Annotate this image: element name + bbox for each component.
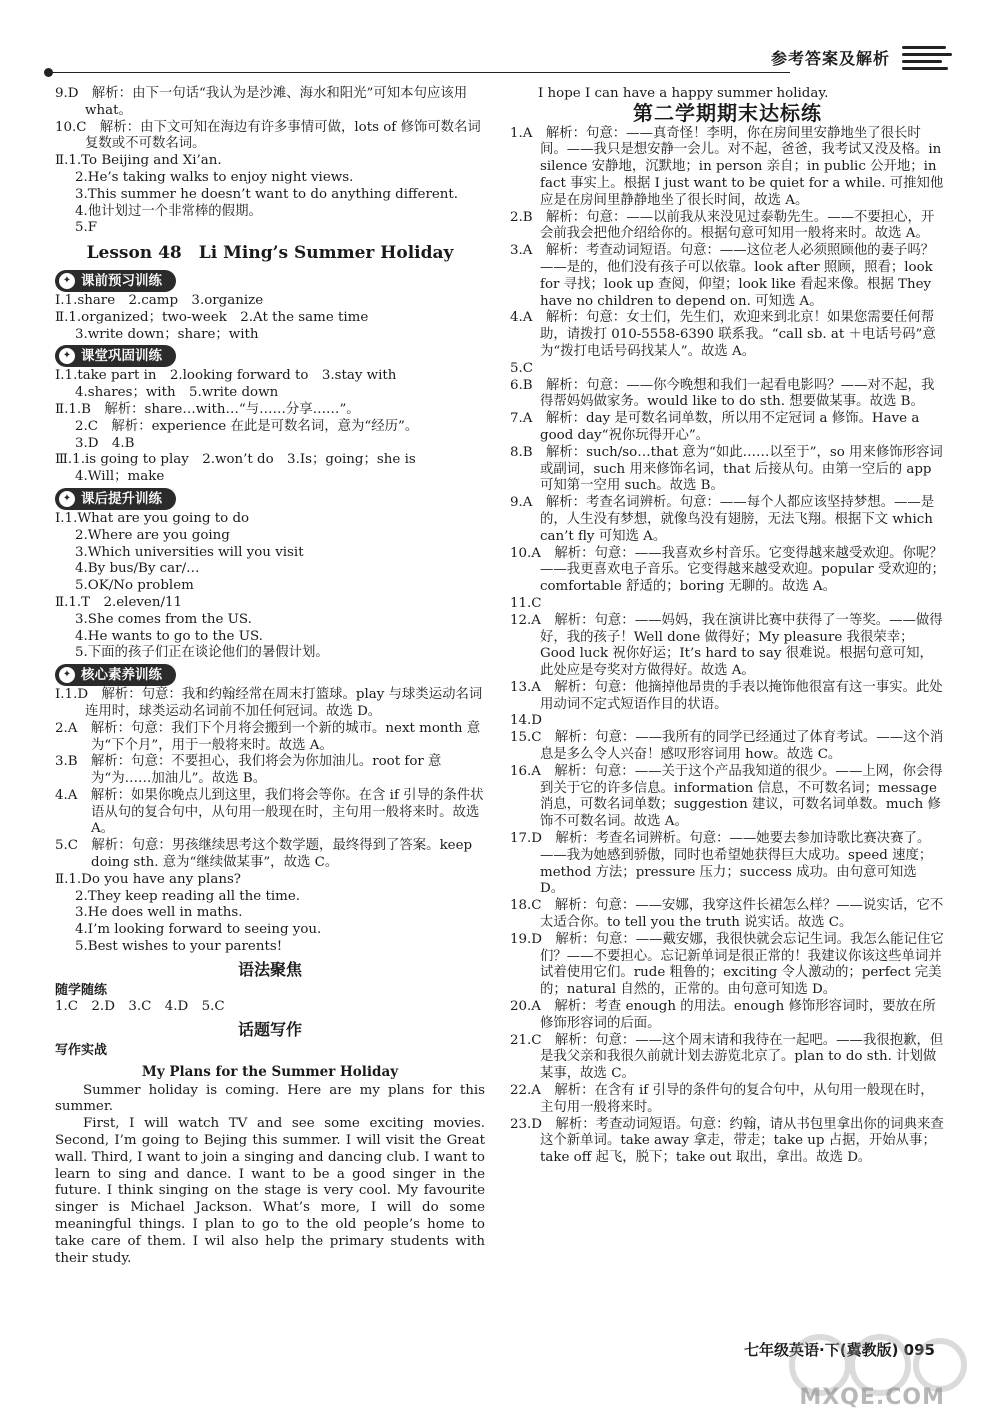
answer-line: 4.He wants to go to the US. bbox=[75, 628, 263, 644]
answer-line: 4.I’m looking forward to seeing you. bbox=[75, 922, 322, 938]
answer-line: 5.Best wishes to your parents! bbox=[75, 939, 283, 955]
answer-line: 14.D bbox=[510, 713, 543, 729]
answer-line: 20.A 解析：考查 enough 的用法。enough 修饰形容词时，要放在所修饰形容词的后面。 bbox=[510, 999, 936, 1031]
section-tag bbox=[55, 488, 176, 510]
answer-line: 3.A 解析：考查动词短语。句意：——这位老人必须照顾他的妻子吗？——是的，他们没有孩子可以依靠。look after 照顾，照看；look for 寻找；look up 查阅，仰望；look like 看起来像。根据 They have no children to depend on. 可知选 A。 bbox=[510, 243, 935, 309]
answer-line: Ⅱ.1.T 2.eleven/11 bbox=[55, 594, 183, 610]
answer-line: 21.C 解析：句意：——这个周末请和我待在一起吧。——我很抱歉，但是我父亲和我很久前就计划去游览北京了。plan to do sth. 计划做某事，故选 C。 bbox=[510, 1032, 944, 1082]
essay-paragraph: First, I will watch TV and see some exciting movies. Second, I’m going to Bejing this summer. I will visit the Great wall. Third, I want to join a singing and dancing club. I want to learn to sing and dance. I want to be a good singer in the future. I think singing on the stage is very cool. My favourite singer is Michael Jackson. What’s more, I will do some meaningful things. I plan to go to the old people’s home to take care of them. I wil also help the primary students with their study. bbox=[55, 1116, 485, 1266]
tag-emblem-icon: ✦ bbox=[59, 348, 75, 364]
answer-line: Ⅰ.1.What are you going to do bbox=[55, 510, 250, 526]
answer-line: 10.C 解析：由下文可知在海边有许多事情可做，lots of 修饰可数名词复数或不可数名词。 bbox=[55, 119, 481, 152]
answer-line: 11.C bbox=[510, 595, 542, 611]
answer-line: 3.This summer he doesn’t want to do anything different. bbox=[75, 186, 459, 202]
section-tag-label: 课堂巩固训练 bbox=[81, 347, 162, 364]
answer-line: 1.A 解析：句意：——真奇怪！李明，你在房间里安静地坐了很长时间。——我只是想安静一会儿。对不起，爸爸，我考试又没及格。in silence 安静地，沉默地；in person 亲自；in public 公开地；in fact 事实上。根据 I just want to be quiet for a while. 可推知他应是在房间里静静地坐了很长时间，故选 A。 bbox=[510, 125, 944, 208]
tag-emblem-icon: ✦ bbox=[59, 273, 75, 289]
answer-line: 22.A 解析：在含有 if 引导的条件句的复合句中，从句用一般现在时，主句用一般将来时。 bbox=[510, 1083, 934, 1115]
section-tag-label: 课后提升训练 bbox=[81, 490, 162, 507]
answer-line: 2.C 解析：experience 在此是可数名词，意为“经历”。 bbox=[75, 418, 419, 434]
essay-title: My Plans for the Summer Holiday bbox=[141, 1063, 399, 1080]
subsection-title: 写作实战 bbox=[55, 1043, 108, 1059]
answer-line: 4.他计划过一个非常棒的假期。 bbox=[75, 203, 262, 219]
section-tag-label: 课前预习训练 bbox=[81, 272, 162, 289]
answer-line: 2.He’s taking walks to enjoy night views. bbox=[75, 169, 354, 185]
answer-line: 3.Which universities will you visit bbox=[75, 544, 304, 560]
answer-line: 4.Will；make bbox=[75, 469, 165, 485]
section-title: 话题写作 bbox=[237, 1020, 302, 1040]
answer-line: Ⅱ.1.Do you have any plans? bbox=[55, 871, 241, 887]
answer-line: Ⅱ.1.organized；two-week 2.At the same time bbox=[55, 309, 369, 325]
header-title: 参考答案及解析 bbox=[770, 49, 890, 68]
left-column bbox=[55, 86, 485, 1267]
answer-line: Ⅰ.1.take part in 2.looking forward to 3.stay with bbox=[55, 368, 397, 384]
answer-line: Ⅱ.1.To Beijing and Xi’an. bbox=[55, 153, 222, 169]
header-rule bbox=[50, 72, 790, 73]
answer-line: 3.He does well in maths. bbox=[75, 905, 243, 921]
section-title: 语法聚焦 bbox=[237, 959, 302, 979]
answer-line: 15.C 解析：句意：——我所有的同学已经通过了体育考试。——这个消息是多么令人兴奋！感叹形容词用 how。故选 C。 bbox=[510, 730, 944, 763]
essay-paragraph: Summer holiday is coming. Here are my plans for this summer. bbox=[55, 1082, 485, 1115]
answer-line: 12.A 解析：句意：——妈妈，我在演讲比赛中获得了一等奖。——做得好，我的孩子！Well done 做得好；My pleasure 我很荣幸；Good luck 祝你好运；It’s hard to say 很难说。根据句意可知，此处应是夸奖对方做得好。故选 A。 bbox=[510, 612, 943, 679]
answer-line: 2.They keep reading all the time. bbox=[75, 888, 301, 904]
answer-line: 4.A 解析：如果你晚点儿到这里，我们将会等你。在含 if 引导的条件状语从句的复合句中，从句用一般现在时，主句用一般将来时。故选 A。 bbox=[55, 787, 484, 837]
answer-line: Ⅲ.1.is going to play 2.won’t do 3.Is；going；she is bbox=[55, 452, 416, 468]
answer-line: 1.C 2.D 3.C 4.D 5.C bbox=[55, 999, 225, 1015]
answer-line: 2.Where are you going bbox=[75, 527, 230, 543]
answer-line: 4.By bus/By car/… bbox=[75, 561, 200, 577]
answer-line: 5.OK/No problem bbox=[75, 578, 194, 594]
answer-line: 2.B 解析：句意：——以前我从来没见过泰勒先生。——不要担心，开会前我会把他介绍给你的。根据句意可知用一般将来时。故选 A。 bbox=[510, 209, 935, 242]
answer-line: 4.shares；with 5.write down bbox=[75, 385, 279, 401]
answer-line: 7.A 解析：day 是可数名词单数，所以用不定冠词 a 修饰。Have a good day“祝你玩得开心”。 bbox=[510, 411, 920, 443]
answer-line: Ⅱ.1.B 解析：share…with…“与……分享……”。 bbox=[55, 401, 360, 417]
answer-line: 17.D 解析：考查名词辨析。句意：——她要去参加诗歌比赛决赛了。——我为她感到骄傲，同时也希望她获得巨大成功。speed 速度；method 方法；pressure 压力；success 成功。由句意可知选 D。 bbox=[510, 831, 933, 897]
tag-emblem-icon: ✦ bbox=[59, 491, 75, 507]
answer-line: 4.A 解析：句意：女士们，先生们，欢迎来到北京！如果您需要任何帮助，请拨打 010-5558-6390 联系我。“call sb. at ＋电话号码”意为“拨打电话号码找某人”。故选 A。 bbox=[510, 310, 936, 359]
header-stripes-icon bbox=[902, 46, 952, 76]
answer-line: 23.D 解析：考查动词短语。句意：约翰，请从书包里拿出你的词典来查这个新单词。take away 拿走，带走；take up 占据，开始从事；take off 起飞，脱下；take out 取出，拿出。故选 D。 bbox=[510, 1116, 944, 1166]
answer-line: Ⅰ.1.share 2.camp 3.organize bbox=[55, 292, 264, 308]
exam-title: 第二学期期末达标练 bbox=[633, 100, 822, 125]
section-tag bbox=[55, 270, 176, 292]
answer-line: 3.She comes from the US. bbox=[75, 611, 252, 627]
answer-line: 5.C 解析：句意：男孩继续思考这个数学题，最终得到了答案。keep doing sth. 意为“继续做某事”，故选 C。 bbox=[55, 838, 473, 871]
watermark-text: MXQE.COM bbox=[799, 1385, 945, 1410]
section-tag bbox=[55, 664, 176, 686]
answer-line: 5.F bbox=[75, 220, 98, 236]
answer-line: 5.下面的孩子们正在谈论他们的暑假计划。 bbox=[75, 645, 329, 661]
essay-paragraph: I hope I can have a happy summer holiday. bbox=[538, 86, 829, 101]
section-tag bbox=[55, 345, 176, 367]
answer-line: 19.D 解析：句意：——戴安娜，我很快就会忘记生词。我怎么能记住它们？——不要担心。忘记新单词是很正常的！我建议你该这些单词并试着使用它们。rude 粗鲁的；exciting 令人激动的；perfect 完美的；natural 自然的，正常的。由句意可知选 D。 bbox=[510, 931, 944, 998]
answer-line: 13.A 解析：句意：他摘掉他昂贵的手表以掩饰他很富有这一事实。此处用动词不定式短语作目的状语。 bbox=[510, 679, 943, 712]
answer-line: 3.D 4.B bbox=[75, 435, 135, 451]
answer-line: 18.C 解析：句意：——安娜，我穿这件长裙怎么样？——说实话，它不太适合你。to tell you the truth 说实话。故选 C。 bbox=[510, 898, 944, 931]
page-header bbox=[40, 42, 960, 82]
page-footer: 七年级英语·下(冀教版) 095 bbox=[744, 1341, 935, 1359]
answer-line: 5.C bbox=[510, 360, 534, 376]
answer-line: 3.B 解析：句意：不要担心，我们将会为你加油儿。root for 意为“为……加油儿”。故选 B。 bbox=[55, 754, 442, 787]
lesson-title: Lesson 48 Li Ming’s Summer Holiday bbox=[86, 243, 454, 264]
answer-line: 3.write down；share；with bbox=[75, 326, 259, 342]
answer-line: 10.A 解析：句意：——我喜欢乡村音乐。它变得越来越受欢迎。你呢？——我更喜欢电子音乐。它变得越来越受欢迎。popular 受欢迎的；comfortable 舒适的；boring 无聊的。故选 A。 bbox=[510, 545, 945, 595]
answer-line: 8.B 解析：such/so…that 意为“如此……以至于”，so 用来修饰形容词或副词，such 用来修饰名词，that 后接从句。由第一空后的 app 可知第一空用 such。故选 B。 bbox=[510, 444, 943, 494]
answer-line: 2.A 解析：句意：我们下个月将会搬到一个新的城市。next month 意为“下个月”，用于一般将来时。故选 A。 bbox=[55, 720, 481, 753]
answer-line: 9.A 解析：考查名词辨析。句意：——每个人都应该坚持梦想。——是的，人生没有梦想，就像鸟没有翅膀，无法飞翔。根据下文 which can’t fly 可知选 A。 bbox=[510, 495, 935, 544]
answer-line: 6.B 解析：句意：——你今晚想和我们一起看电影吗？——对不起，我得帮妈妈做家务。would like to do sth. 想要做某事。故选 B。 bbox=[510, 377, 935, 410]
section-tag-label: 核心素养训练 bbox=[81, 666, 162, 683]
answer-line: 9.D 解析：由下一句话“我认为是沙滩、海水和阳光”可知本句应该用 what。 bbox=[55, 86, 468, 118]
answer-line: Ⅰ.1.D 解析：句意：我和约翰经常在周末打篮球。play 与球类运动名词连用时，球类运动名词前不加任何冠词。故选 D。 bbox=[55, 687, 483, 719]
subsection-title: 随学随练 bbox=[55, 982, 108, 998]
right-column bbox=[510, 86, 945, 1167]
tag-emblem-icon: ✦ bbox=[59, 667, 75, 683]
answer-line: 16.A 解析：句意：——关于这个产品我知道的很少。——上网，你会得到关于它的许多信息。information 信息，不可数名词；message 消息，可数名词单数；suggestion 建议，可数名词单数。much 修饰不可数名词。故选 A。 bbox=[510, 763, 943, 830]
